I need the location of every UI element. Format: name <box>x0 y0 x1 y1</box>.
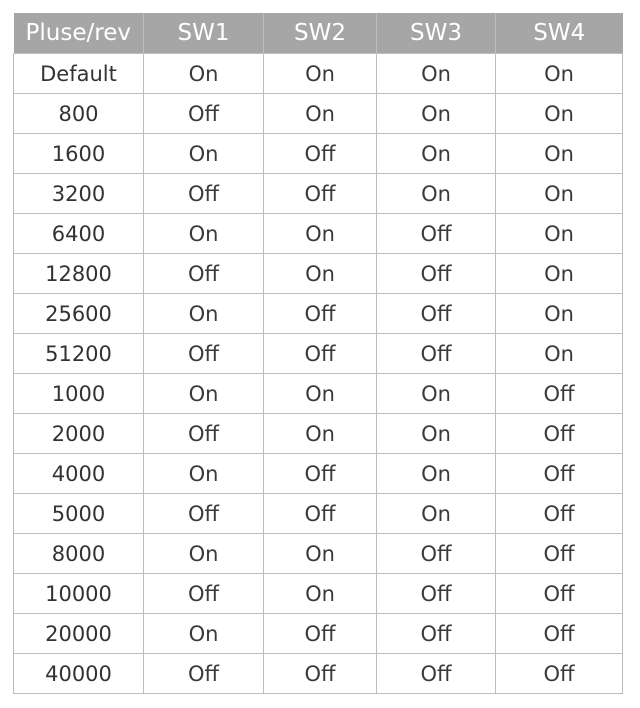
table-row <box>14 134 623 174</box>
header-sw4: SW4 <box>496 13 623 54</box>
pulse-value-cell: Default <box>14 54 144 94</box>
sw3-cell: On <box>377 494 496 534</box>
sw3-cell: On <box>377 374 496 414</box>
header-sw2: SW2 <box>264 13 377 54</box>
sw2-cell: Off <box>264 454 377 494</box>
sw4-cell: Off <box>496 454 623 494</box>
table-row <box>14 94 623 134</box>
sw4-cell: On <box>496 334 623 374</box>
sw1-cell: Off <box>144 574 264 614</box>
table-row <box>14 574 623 614</box>
sw1-cell: Off <box>144 414 264 454</box>
sw4-cell: Off <box>496 494 623 534</box>
sw2-cell: Off <box>264 134 377 174</box>
header-sw1: SW1 <box>144 13 264 54</box>
sw2-cell: On <box>264 214 377 254</box>
dip-switch-settings-table <box>13 13 623 694</box>
sw2-cell: On <box>264 254 377 294</box>
pulse-value-cell: 40000 <box>14 654 144 694</box>
sw2-cell: Off <box>264 294 377 334</box>
sw1-cell: Off <box>144 334 264 374</box>
sw3-cell: Off <box>377 654 496 694</box>
sw1-cell: Off <box>144 174 264 214</box>
sw3-cell: Off <box>377 574 496 614</box>
sw1-cell: On <box>144 54 264 94</box>
sw1-cell: On <box>144 214 264 254</box>
sw3-cell: Off <box>377 254 496 294</box>
sw4-cell: Off <box>496 374 623 414</box>
sw2-cell: Off <box>264 174 377 214</box>
sw3-cell: On <box>377 414 496 454</box>
sw3-cell: On <box>377 94 496 134</box>
sw4-cell: On <box>496 94 623 134</box>
pulse-value-cell: 4000 <box>14 454 144 494</box>
table-row <box>14 414 623 454</box>
sw4-cell: On <box>496 134 623 174</box>
sw1-cell: On <box>144 134 264 174</box>
table-header <box>14 13 623 54</box>
sw3-cell: On <box>377 134 496 174</box>
sw2-cell: On <box>264 414 377 454</box>
pulse-value-cell: 3200 <box>14 174 144 214</box>
sw1-cell: Off <box>144 494 264 534</box>
table-row <box>14 454 623 494</box>
pulse-value-cell: 10000 <box>14 574 144 614</box>
table-row <box>14 174 623 214</box>
table-row <box>14 294 623 334</box>
sw1-cell: Off <box>144 94 264 134</box>
sw2-cell: On <box>264 574 377 614</box>
table-body <box>14 54 623 694</box>
table-row <box>14 254 623 294</box>
sw3-cell: On <box>377 54 496 94</box>
sw4-cell: Off <box>496 574 623 614</box>
sw4-cell: Off <box>496 534 623 574</box>
sw3-cell: Off <box>377 534 496 574</box>
table-row <box>14 374 623 414</box>
table-row <box>14 494 623 534</box>
pulse-value-cell: 25600 <box>14 294 144 334</box>
dip-switch-settings-table-container <box>13 13 622 694</box>
sw2-cell: Off <box>264 614 377 654</box>
sw3-cell: Off <box>377 614 496 654</box>
sw4-cell: On <box>496 294 623 334</box>
pulse-value-cell: 12800 <box>14 254 144 294</box>
sw3-cell: Off <box>377 334 496 374</box>
sw1-cell: On <box>144 294 264 334</box>
pulse-value-cell: 2000 <box>14 414 144 454</box>
sw3-cell: On <box>377 174 496 214</box>
sw4-cell: On <box>496 174 623 214</box>
sw2-cell: On <box>264 94 377 134</box>
pulse-value-cell: 800 <box>14 94 144 134</box>
header-sw3: SW3 <box>377 13 496 54</box>
sw1-cell: On <box>144 374 264 414</box>
sw4-cell: On <box>496 214 623 254</box>
sw1-cell: Off <box>144 254 264 294</box>
sw3-cell: On <box>377 454 496 494</box>
table-row <box>14 214 623 254</box>
sw4-cell: Off <box>496 654 623 694</box>
pulse-value-cell: 8000 <box>14 534 144 574</box>
pulse-value-cell: 1000 <box>14 374 144 414</box>
table-row <box>14 614 623 654</box>
sw2-cell: Off <box>264 334 377 374</box>
table-row <box>14 654 623 694</box>
sw1-cell: On <box>144 454 264 494</box>
sw4-cell: Off <box>496 414 623 454</box>
header-pulse-per-rev: Pluse/rev <box>14 13 144 54</box>
sw2-cell: On <box>264 534 377 574</box>
sw2-cell: On <box>264 374 377 414</box>
sw3-cell: Off <box>377 294 496 334</box>
pulse-value-cell: 5000 <box>14 494 144 534</box>
pulse-value-cell: 6400 <box>14 214 144 254</box>
sw4-cell: On <box>496 54 623 94</box>
table-row <box>14 334 623 374</box>
pulse-value-cell: 51200 <box>14 334 144 374</box>
sw2-cell: Off <box>264 494 377 534</box>
sw1-cell: On <box>144 614 264 654</box>
table-row <box>14 534 623 574</box>
sw2-cell: On <box>264 54 377 94</box>
sw4-cell: On <box>496 254 623 294</box>
header-row <box>14 13 623 54</box>
sw2-cell: Off <box>264 654 377 694</box>
pulse-value-cell: 1600 <box>14 134 144 174</box>
sw3-cell: Off <box>377 214 496 254</box>
sw1-cell: Off <box>144 654 264 694</box>
sw1-cell: On <box>144 534 264 574</box>
pulse-value-cell: 20000 <box>14 614 144 654</box>
sw4-cell: Off <box>496 614 623 654</box>
table-row <box>14 54 623 94</box>
